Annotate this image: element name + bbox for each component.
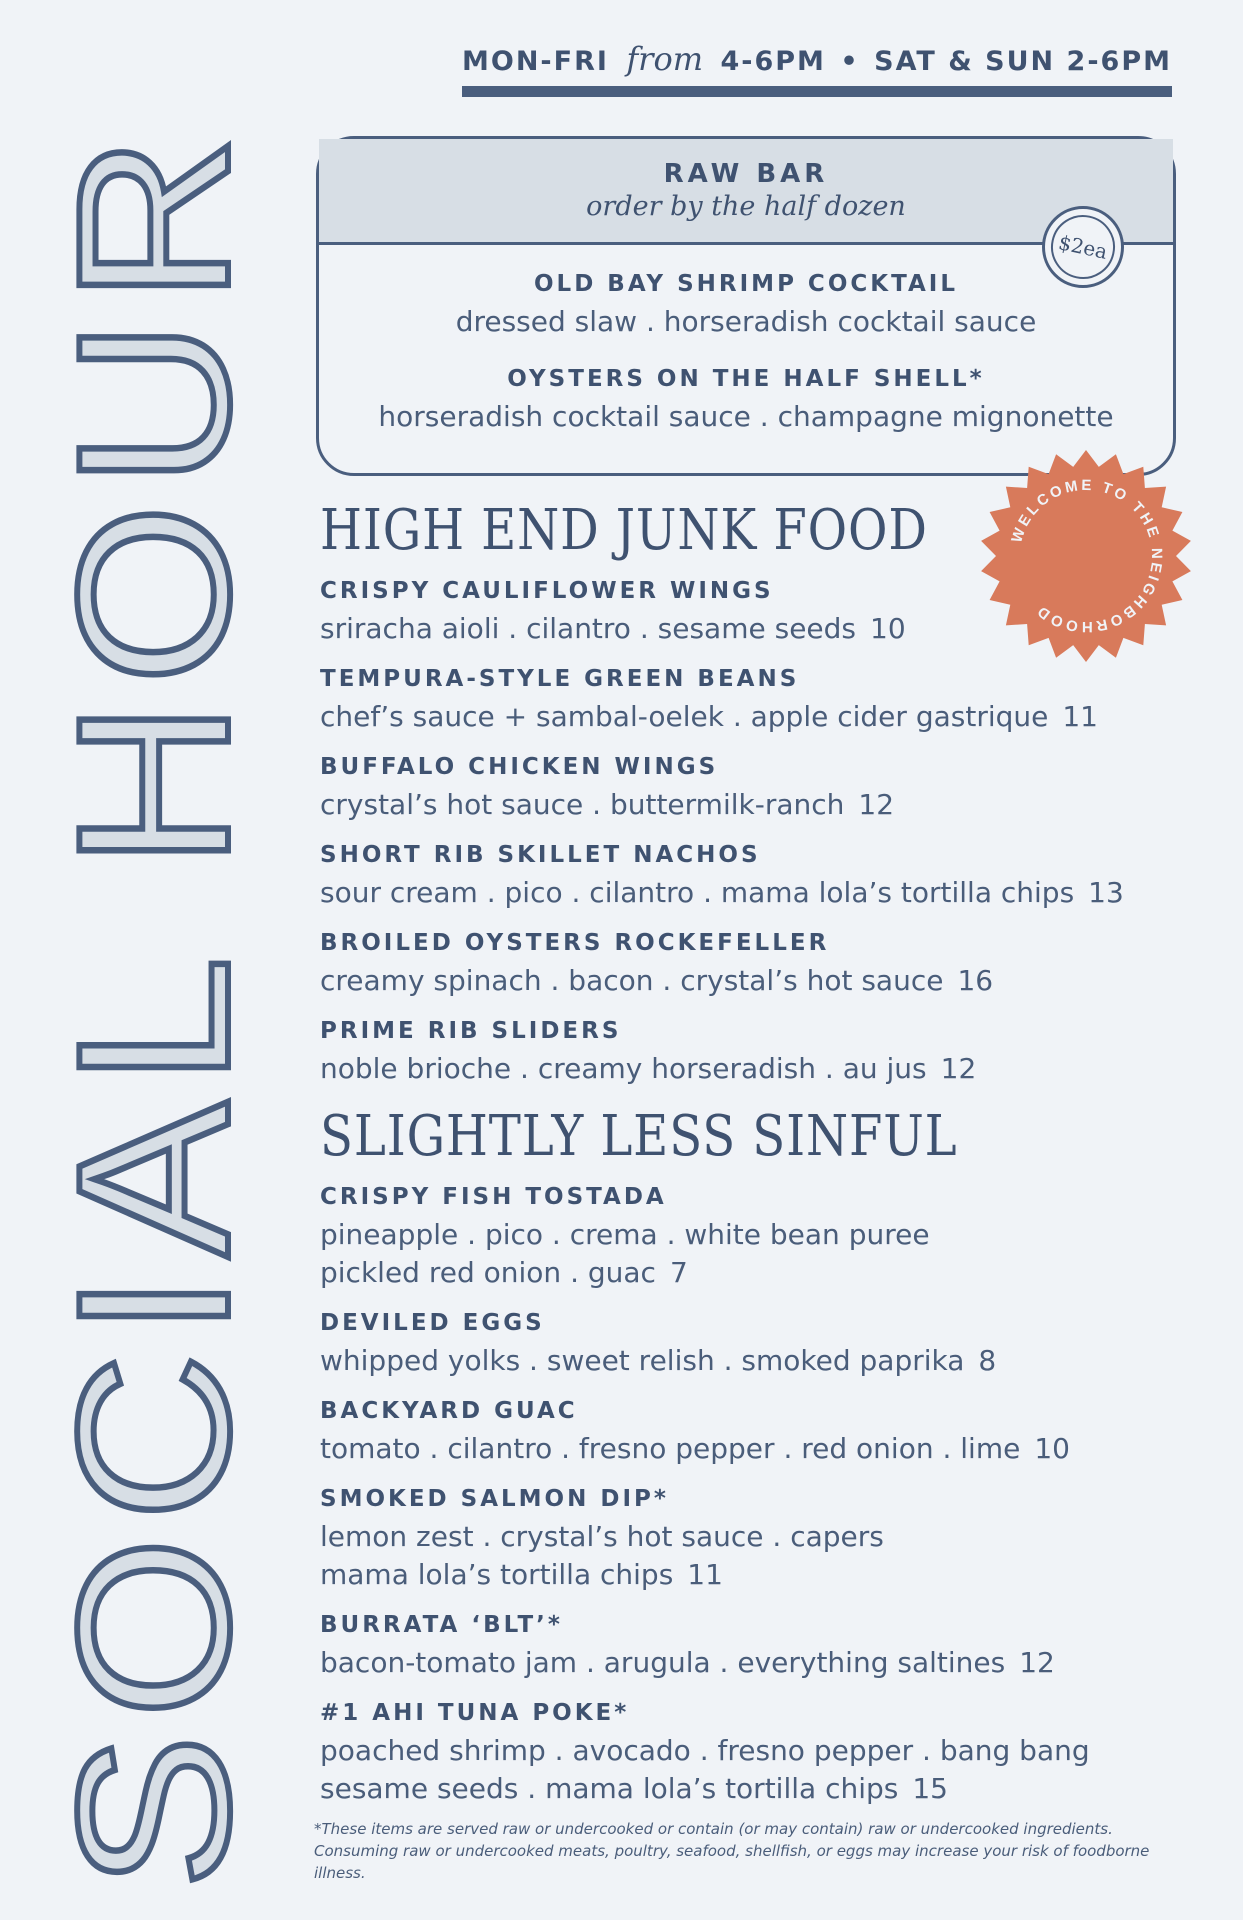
menu-item: [320, 1182, 1180, 1292]
raw-bar-items: [319, 245, 1173, 433]
item-price: 15: [912, 1772, 948, 1805]
item-name: SMOKED SALMON DIP*: [320, 1486, 669, 1512]
item-name: DEVILED EGGS: [320, 1310, 545, 1336]
item-desc: lemon zest . crystal’s hot sauce . capers: [320, 1520, 884, 1553]
raw-bar-title: RAW BAR: [663, 159, 829, 189]
item-name: SHORT RIB SKILLET NACHOS: [320, 842, 761, 868]
item-desc: noble brioche . creamy horseradish . au jus: [320, 1052, 927, 1085]
hours-weekend: SAT & SUN 2-6PM: [874, 46, 1172, 77]
footnote: *These items are served raw or undercooked or contain (or may contain) raw or undercooked ingredients. Consuming raw or undercooked meats, poultry, seafood, shellfish, or eggs may increase your risk of foodborne illness.: [314, 1820, 1150, 1882]
item-desc-line2: pickled red onion . guac: [320, 1256, 656, 1289]
item-price: 12: [940, 1052, 977, 1085]
item-desc: sour cream . pico . cilantro . mama lola’s tortilla chips: [320, 876, 1075, 909]
menu-item: [320, 928, 1180, 1000]
item-desc: tomato . cilantro . fresno pepper . red onion . lime: [320, 1432, 1021, 1465]
item-price: 16: [957, 964, 994, 997]
menu-item: [320, 1484, 1180, 1594]
item-price: 10: [1034, 1432, 1070, 1465]
menu-item: [320, 1698, 1180, 1808]
item-name: BUFFALO CHICKEN WINGS: [320, 754, 719, 780]
raw-bar-item-desc: horseradish cocktail sauce . champagne mignonette: [378, 400, 1114, 433]
item-price: 12: [858, 788, 895, 821]
item-name: BURRATA ‘BLT’*: [320, 1612, 563, 1638]
raw-bar-subtitle: order by the half dozen: [586, 191, 906, 222]
section-title: HIGH END JUNK FOOD: [320, 498, 928, 563]
item-price: 11: [1062, 700, 1098, 733]
item-name: CRISPY FISH TOSTADA: [320, 1184, 667, 1210]
item-price: 7: [669, 1256, 688, 1289]
menu-item: [320, 1308, 1180, 1380]
raw-bar-item-desc: dressed slaw . horseradish cocktail sauce: [455, 305, 1037, 338]
menu-item: [320, 1610, 1180, 1682]
price-badge: [1042, 206, 1124, 288]
raw-bar-box: [316, 136, 1176, 476]
item-price: 13: [1088, 876, 1124, 909]
menu-item: [320, 576, 1180, 648]
item-price: 8: [978, 1344, 997, 1377]
item-desc-line2: mama lola’s tortilla chips: [320, 1558, 674, 1591]
hours-from: from: [626, 40, 704, 78]
raw-bar-item-name: OLD BAY SHRIMP COCKTAIL: [534, 271, 958, 297]
hours-line: [462, 40, 1172, 78]
item-desc: whipped yolks . sweet relish . smoked paprika: [320, 1344, 965, 1377]
item-price: 11: [687, 1558, 723, 1591]
price-badge-text: $2ea: [1045, 209, 1121, 285]
item-desc: chef’s sauce + sambal-oelek . apple cider gastrique: [320, 700, 1049, 733]
section-title: SLIGHTLY LESS SINFUL: [320, 1104, 958, 1169]
hours-separator: •: [840, 46, 860, 77]
item-name: #1 AHI TUNA POKE*: [320, 1700, 630, 1726]
menu-item: [320, 840, 1180, 912]
item-name: PRIME RIB SLIDERS: [320, 1018, 622, 1044]
item-price: 12: [1019, 1646, 1055, 1679]
item-name: CRISPY CAULIFLOWER WINGS: [320, 578, 774, 604]
item-price: 10: [870, 612, 906, 645]
hours-underline: [462, 86, 1172, 97]
item-desc: pineapple . pico . crema . white bean puree: [320, 1218, 930, 1251]
menu-item: [320, 1016, 1180, 1088]
menu-item: [320, 752, 1180, 824]
raw-bar-item-name: OYSTERS ON THE HALF SHELL*: [507, 366, 985, 392]
item-name: BACKYARD GUAC: [320, 1398, 578, 1424]
menu-item: [320, 664, 1180, 736]
item-desc: crystal’s hot sauce . buttermilk-ranch: [320, 788, 845, 821]
seal-text: WELCOME TO THE NEIGHBORHOOD: [1008, 476, 1166, 636]
item-desc: poached shrimp . avocado . fresno pepper . bang bang: [320, 1734, 1090, 1767]
hours-weekday: MON-FRI: [462, 46, 609, 77]
title-text: SOCIAL HOUR: [32, 255, 274, 1890]
item-name: TEMPURA-STYLE GREEN BEANS: [320, 666, 800, 692]
item-name: BROILED OYSTERS ROCKEFELLER: [320, 930, 830, 956]
item-desc: bacon-tomato jam . arugula . everything saltines: [320, 1646, 1006, 1679]
vertical-title: [0, 60, 274, 1890]
menu-item: [320, 1396, 1180, 1468]
hours-weekday-time: 4-6PM: [720, 46, 826, 77]
item-desc-line2: sesame seeds . mama lola’s tortilla chips: [320, 1772, 899, 1805]
item-desc: sriracha aioli . cilantro . sesame seeds: [320, 612, 857, 645]
item-desc: creamy spinach . bacon . crystal’s hot sauce: [320, 964, 944, 997]
